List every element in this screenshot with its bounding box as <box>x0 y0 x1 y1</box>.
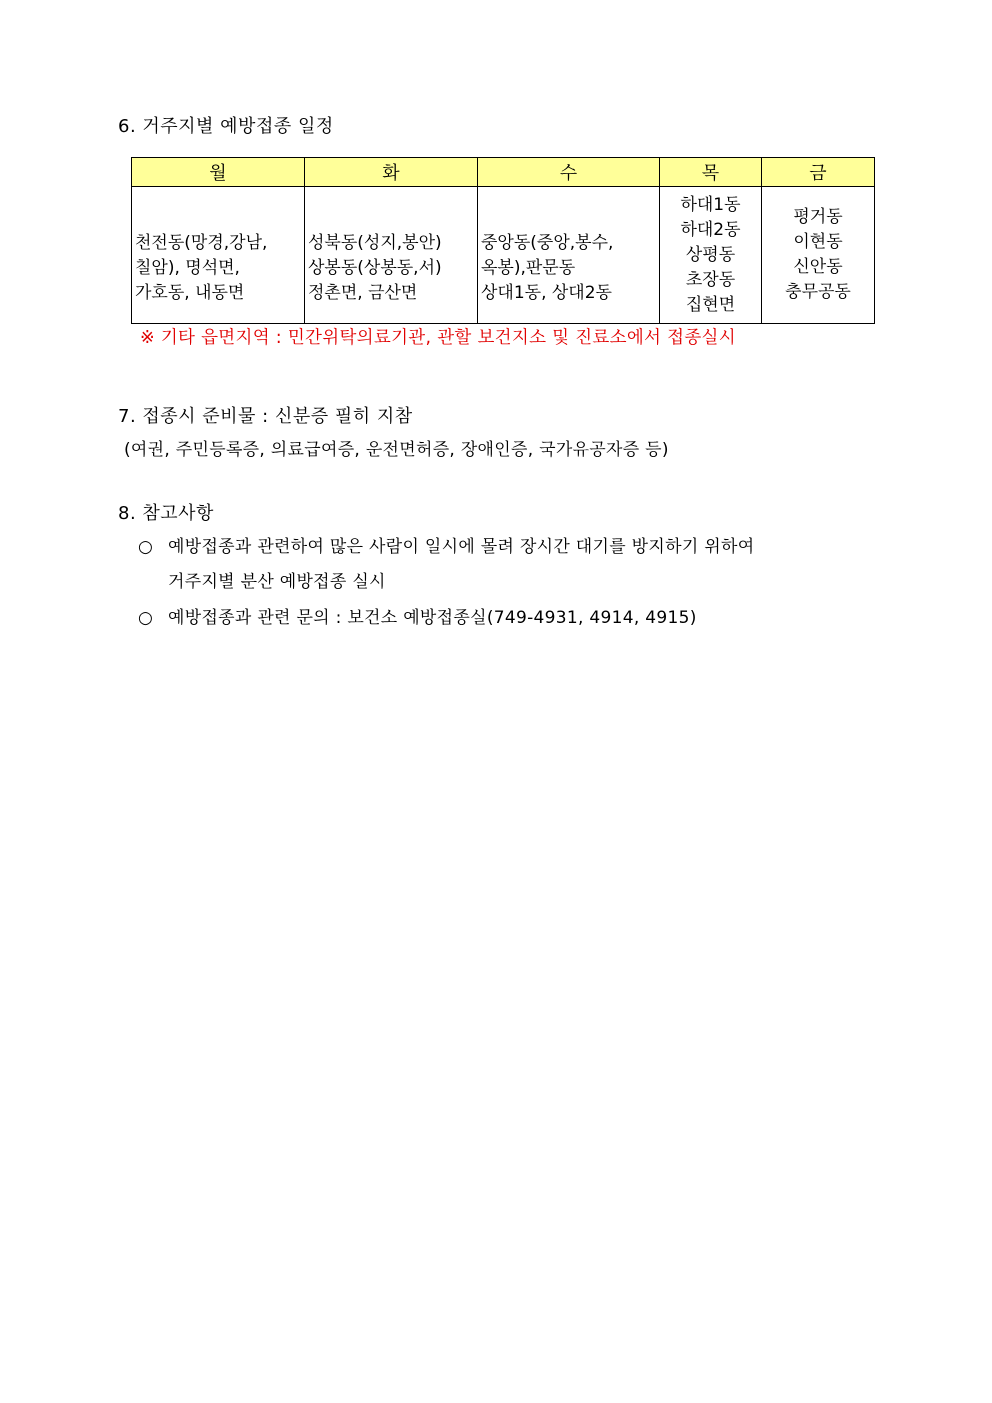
cell-friday <box>762 187 875 324</box>
cell-line: 정촌면, 금산면 <box>308 282 418 303</box>
section-6-heading: 6. 거주지별 예방접종 일정 <box>118 116 334 137</box>
id-documents-list: (여권, 주민등록증, 의료급여증, 운전면허증, 장애인증, 국가유공자증 등) <box>124 440 669 460</box>
cell-line: 상평동 <box>685 244 736 265</box>
cell-line: 옥봉),판문동 <box>481 257 576 278</box>
cell-wednesday <box>478 187 660 324</box>
circle-bullet-icon: ○ <box>138 608 154 628</box>
cell-tuesday <box>305 187 478 324</box>
header-wednesday: 수 <box>478 158 660 187</box>
cell-line: 가호동, 내동면 <box>135 282 245 303</box>
reference-item-1-continued: 거주지별 분산 예방접종 실시 <box>168 572 386 592</box>
cell-thursday <box>660 187 762 324</box>
cell-line: 칠암), 명석면, <box>135 257 240 278</box>
reference-item-1-text: 예방접종과 관련하여 많은 사람이 일시에 몰려 장시간 대기를 방지하기 위하여 <box>168 537 755 557</box>
cell-line: 천전동(망경,강남, <box>135 232 268 253</box>
table-row <box>132 187 875 324</box>
reference-item-1 <box>138 535 754 559</box>
cell-monday <box>132 187 305 324</box>
cell-line: 중앙동(중앙,봉수, <box>481 232 614 253</box>
vaccination-schedule-table <box>131 157 875 324</box>
header-tuesday: 화 <box>305 158 478 187</box>
cell-line: 하대1동 <box>680 194 741 215</box>
cell-line: 신안동 <box>793 257 843 277</box>
cell-line: 상봉동(상봉동,서) <box>308 257 442 278</box>
header-monday: 월 <box>132 158 305 187</box>
header-friday: 금 <box>762 158 875 187</box>
section-7-heading: 7. 접종시 준비물 : 신분증 필히 지참 <box>118 406 413 427</box>
cell-line: 하대2동 <box>680 219 741 240</box>
cell-line: 성북동(성지,봉안) <box>308 232 442 253</box>
reference-item-2 <box>138 606 697 630</box>
cell-line: 이현동 <box>793 232 843 252</box>
section-8-heading: 8. 참고사항 <box>118 503 214 524</box>
other-regions-note: ※ 기타 읍면지역 : 민간위탁의료기관, 관할 보건지소 및 진료소에서 접종실시 <box>140 328 736 348</box>
header-thursday: 목 <box>660 158 762 187</box>
cell-line: 평거동 <box>793 207 843 227</box>
cell-line: 집현면 <box>685 294 736 315</box>
table-header-row <box>132 158 875 187</box>
cell-line: 충무공동 <box>785 282 851 302</box>
cell-line: 초장동 <box>685 269 736 290</box>
cell-line: 상대1동, 상대2동 <box>481 282 612 303</box>
circle-bullet-icon: ○ <box>138 537 154 557</box>
reference-item-2-text: 예방접종과 관련 문의 : 보건소 예방접종실(749-4931, 4914, 4915) <box>168 608 697 628</box>
